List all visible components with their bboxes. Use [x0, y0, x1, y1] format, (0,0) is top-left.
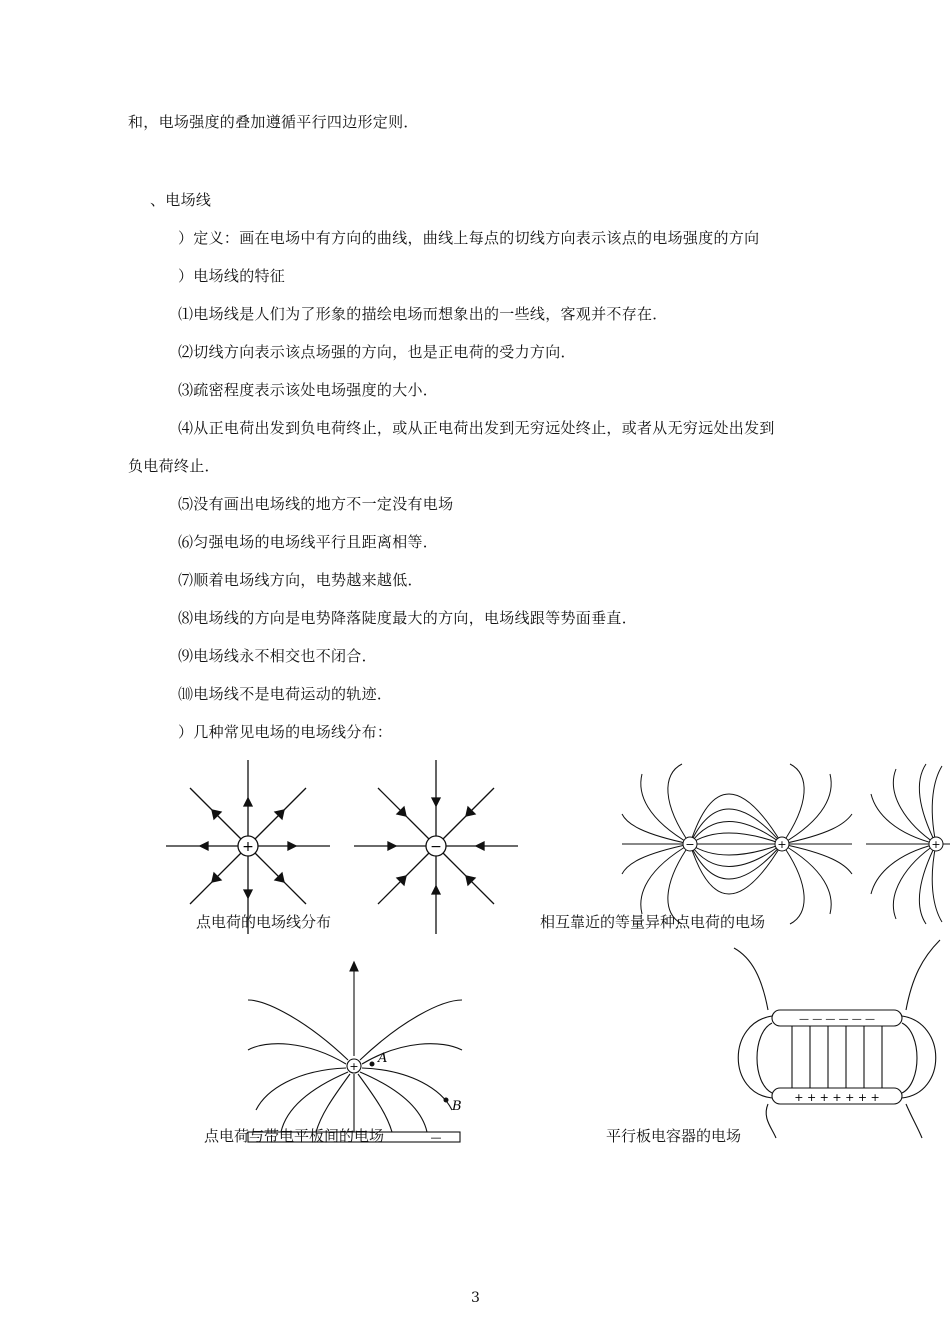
charge-plate-figure: [246, 960, 466, 1150]
feature-7: ⑺顺着电场线方向，电势越来越低．: [178, 571, 423, 589]
definition-line: ）定义：画在电场中有方向的曲线，曲线上每点的切线方向表示该点的电场强度的方向: [178, 229, 760, 247]
point-b-label: B: [452, 1099, 462, 1114]
feature-6: ⑹匀强电场的电场线平行且距离相等．: [178, 533, 439, 551]
feature-1: ⑴电场线是人们为了形象的描绘电场而想象出的一些线，客观并不存在．: [178, 305, 668, 323]
feature-8: ⑻电场线的方向是电势降落陡度最大的方向，电场线跟等势面垂直．: [178, 609, 638, 627]
distributions-heading: ）几种常见电场的电场线分布：: [178, 723, 393, 741]
capacitor-top-plate-symbols: — — — — — —: [799, 1014, 875, 1025]
caption-point-charge: 点电荷的电场线分布: [196, 913, 332, 931]
like-charge-positive-symbol: +: [931, 838, 941, 851]
caption-capacitor: 平行板电容器的电场: [606, 1127, 742, 1145]
point-charge-figure: [160, 758, 520, 938]
dipole-figure: [622, 764, 852, 924]
caption-charge-plate: 点电荷与带电平板间的电场: [204, 1127, 385, 1145]
positive-charge-symbol: +: [242, 839, 254, 855]
like-charges-figure: [866, 764, 950, 924]
feature-3: ⑶疏密程度表示该处电场强度的大小．: [178, 381, 439, 399]
dipole-negative-symbol: −: [685, 838, 695, 851]
feature-5: ⑸没有画出电场线的地方不一定没有电场: [178, 495, 454, 513]
dipole-positive-symbol: +: [777, 838, 787, 851]
point-a-label: A: [378, 1051, 388, 1066]
plate-minus-symbol: —: [430, 1131, 442, 1144]
feature-10: ⑽电场线不是电荷运动的轨迹．: [178, 685, 393, 703]
capacitor-bottom-plate-symbols: + + + + + + +: [794, 1091, 880, 1104]
features-heading: ）电场线的特征: [178, 267, 286, 285]
capacitor-figure: [732, 938, 944, 1138]
section-heading-field-lines: 、电场线: [150, 191, 212, 209]
charge-plate-positive-symbol: +: [349, 1060, 359, 1073]
feature-9: ⑼电场线永不相交也不闭合．: [178, 647, 377, 665]
feature-4: ⑷从正电荷出发到负电荷终止，或从正电荷出发到无穷远处终止，或者从无穷远处出发到: [178, 419, 775, 437]
text-line-1: 和，电场强度的叠加遵循平行四边形定则．: [128, 113, 419, 131]
feature-4-cont: 负电荷终止．: [128, 457, 220, 475]
caption-dipole: 相互靠近的等量异种点电荷的电场: [540, 913, 766, 931]
page-number: 3: [471, 1290, 480, 1306]
negative-charge-symbol: −: [430, 839, 442, 855]
feature-2: ⑵切线方向表示该点场强的方向，也是正电荷的受力方向．: [178, 343, 576, 361]
